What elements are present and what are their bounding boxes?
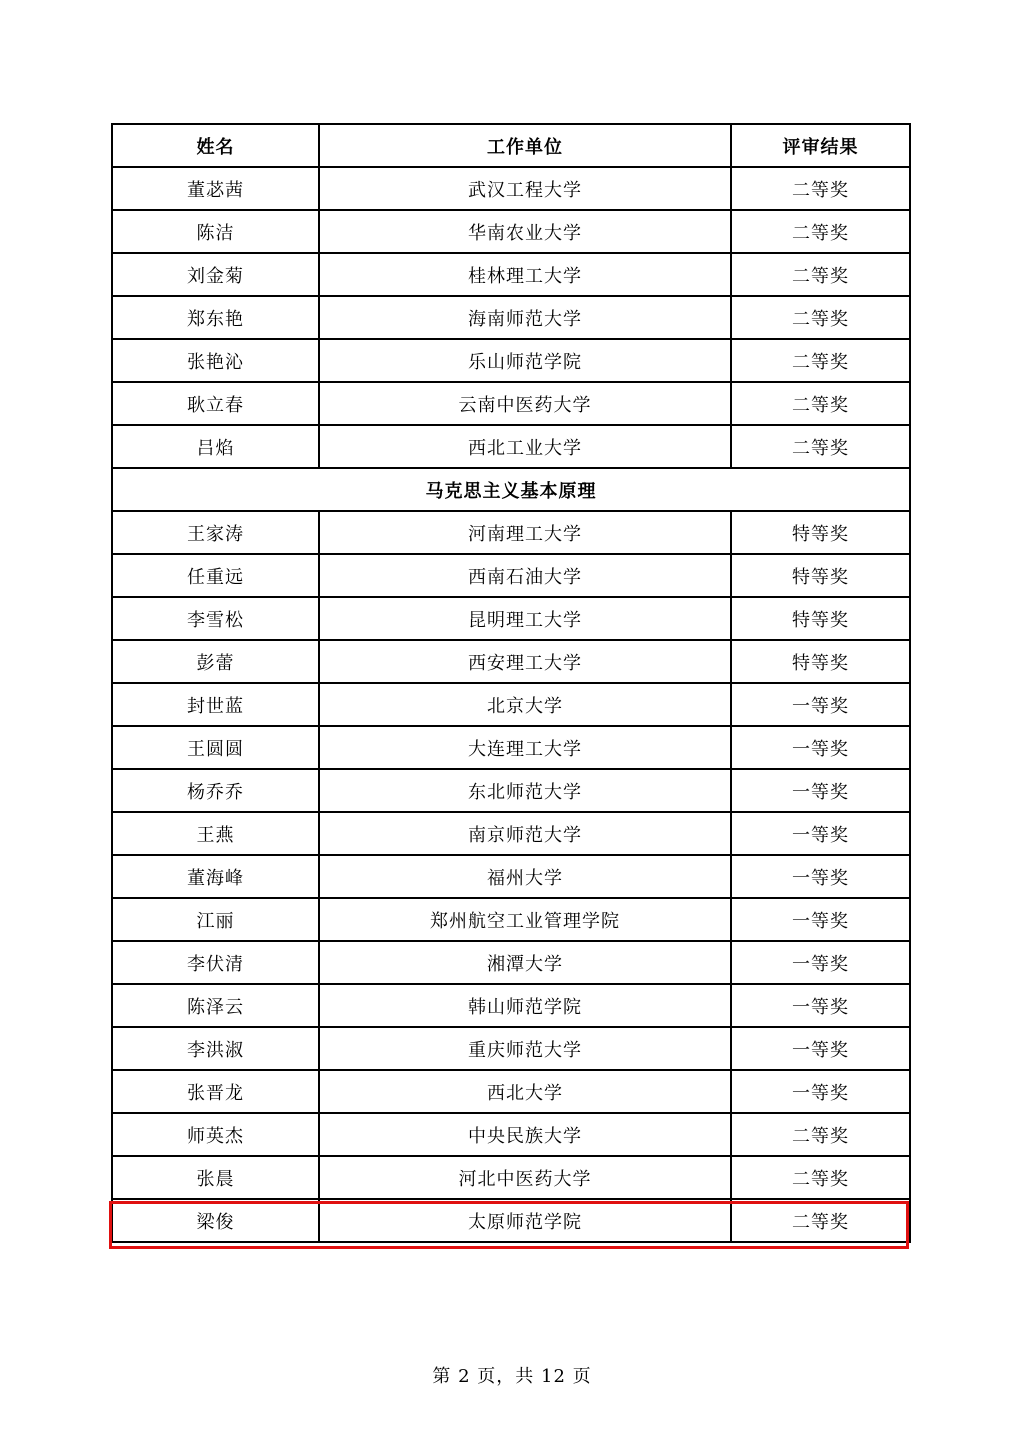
table-row bbox=[112, 554, 910, 597]
cell-name: 董海峰 bbox=[112, 855, 319, 898]
table-row bbox=[112, 339, 910, 382]
cell-name: 王家涛 bbox=[112, 511, 319, 554]
cell-result: 一等奖 bbox=[731, 683, 910, 726]
cell-unit: 中央民族大学 bbox=[319, 1113, 731, 1156]
cell-result: 一等奖 bbox=[731, 984, 910, 1027]
cell-name: 王燕 bbox=[112, 812, 319, 855]
cell-result: 一等奖 bbox=[731, 1027, 910, 1070]
table-row bbox=[112, 898, 910, 941]
cell-name: 李雪松 bbox=[112, 597, 319, 640]
table-row bbox=[112, 1070, 910, 1113]
table-row bbox=[112, 253, 910, 296]
cell-result: 特等奖 bbox=[731, 597, 910, 640]
cell-unit: 武汉工程大学 bbox=[319, 167, 731, 210]
cell-result: 二等奖 bbox=[731, 1156, 910, 1199]
table-row bbox=[112, 425, 910, 468]
cell-result: 特等奖 bbox=[731, 640, 910, 683]
table-row bbox=[112, 1027, 910, 1070]
page-footer: 第 2 页，共 12 页 bbox=[432, 1366, 592, 1387]
cell-unit: 西南石油大学 bbox=[319, 554, 731, 597]
cell-name: 张晋龙 bbox=[112, 1070, 319, 1113]
cell-unit: 北京大学 bbox=[319, 683, 731, 726]
table-row-highlighted bbox=[112, 1156, 910, 1199]
header-unit: 工作单位 bbox=[319, 124, 731, 167]
table-row bbox=[112, 855, 910, 898]
cell-unit: 大连理工大学 bbox=[319, 726, 731, 769]
cell-result: 一等奖 bbox=[731, 898, 910, 941]
cell-result: 一等奖 bbox=[731, 812, 910, 855]
table-row bbox=[112, 984, 910, 1027]
cell-name: 陈洁 bbox=[112, 210, 319, 253]
section-title: 马克思主义基本原理 bbox=[112, 468, 910, 511]
cell-name: 师英杰 bbox=[112, 1113, 319, 1156]
header-row bbox=[112, 124, 910, 167]
cell-name: 董苾茜 bbox=[112, 167, 319, 210]
cell-unit: 海南师范大学 bbox=[319, 296, 731, 339]
cell-unit: 华南农业大学 bbox=[319, 210, 731, 253]
cell-result: 一等奖 bbox=[731, 726, 910, 769]
cell-name: 耿立春 bbox=[112, 382, 319, 425]
table-row bbox=[112, 726, 910, 769]
header-name: 姓名 bbox=[112, 124, 319, 167]
cell-name: 李洪淑 bbox=[112, 1027, 319, 1070]
cell-result: 二等奖 bbox=[731, 425, 910, 468]
cell-name: 江丽 bbox=[112, 898, 319, 941]
table-row bbox=[112, 941, 910, 984]
cell-name: 李伏清 bbox=[112, 941, 319, 984]
section-row bbox=[112, 468, 910, 511]
cell-name: 封世蓝 bbox=[112, 683, 319, 726]
cell-unit: 太原师范学院 bbox=[319, 1199, 731, 1242]
cell-unit: 重庆师范大学 bbox=[319, 1027, 731, 1070]
cell-unit: 西北大学 bbox=[319, 1070, 731, 1113]
cell-name: 梁俊 bbox=[112, 1199, 319, 1242]
cell-unit: 郑州航空工业管理学院 bbox=[319, 898, 731, 941]
table-row bbox=[112, 1113, 910, 1156]
cell-result: 二等奖 bbox=[731, 253, 910, 296]
cell-result: 二等奖 bbox=[731, 339, 910, 382]
cell-name: 吕焰 bbox=[112, 425, 319, 468]
table-row bbox=[112, 769, 910, 812]
cell-unit: 湘潭大学 bbox=[319, 941, 731, 984]
cell-unit: 桂林理工大学 bbox=[319, 253, 731, 296]
cell-result: 二等奖 bbox=[731, 1113, 910, 1156]
cell-name: 任重远 bbox=[112, 554, 319, 597]
cell-name: 王圆圆 bbox=[112, 726, 319, 769]
cell-result: 二等奖 bbox=[731, 296, 910, 339]
table-row bbox=[112, 812, 910, 855]
cell-name: 杨乔乔 bbox=[112, 769, 319, 812]
table-row bbox=[112, 167, 910, 210]
cell-result: 二等奖 bbox=[731, 167, 910, 210]
cell-name: 陈泽云 bbox=[112, 984, 319, 1027]
cell-unit: 西安理工大学 bbox=[319, 640, 731, 683]
cell-result: 特等奖 bbox=[731, 511, 910, 554]
cell-unit: 河南理工大学 bbox=[319, 511, 731, 554]
cell-unit: 福州大学 bbox=[319, 855, 731, 898]
cell-result: 二等奖 bbox=[731, 382, 910, 425]
cell-unit: 南京师范大学 bbox=[319, 812, 731, 855]
header-result: 评审结果 bbox=[731, 124, 910, 167]
cell-result: 一等奖 bbox=[731, 855, 910, 898]
cell-unit: 东北师范大学 bbox=[319, 769, 731, 812]
table-row bbox=[112, 640, 910, 683]
table-row bbox=[112, 511, 910, 554]
cell-result: 一等奖 bbox=[731, 769, 910, 812]
cell-unit: 昆明理工大学 bbox=[319, 597, 731, 640]
cell-unit: 河北中医药大学 bbox=[319, 1156, 731, 1199]
cell-unit: 云南中医药大学 bbox=[319, 382, 731, 425]
cell-result: 二等奖 bbox=[731, 210, 910, 253]
results-table bbox=[111, 123, 911, 1243]
cell-name: 彭蕾 bbox=[112, 640, 319, 683]
table-row bbox=[112, 296, 910, 339]
table-row bbox=[112, 1199, 910, 1242]
cell-name: 张艳沁 bbox=[112, 339, 319, 382]
cell-result: 二等奖 bbox=[731, 1199, 910, 1242]
cell-unit: 乐山师范学院 bbox=[319, 339, 731, 382]
table-row bbox=[112, 210, 910, 253]
cell-result: 一等奖 bbox=[731, 941, 910, 984]
table-row bbox=[112, 683, 910, 726]
cell-result: 特等奖 bbox=[731, 554, 910, 597]
cell-unit: 韩山师范学院 bbox=[319, 984, 731, 1027]
table-row bbox=[112, 597, 910, 640]
cell-unit: 西北工业大学 bbox=[319, 425, 731, 468]
cell-result: 一等奖 bbox=[731, 1070, 910, 1113]
cell-name: 郑东艳 bbox=[112, 296, 319, 339]
cell-name: 刘金菊 bbox=[112, 253, 319, 296]
table-row bbox=[112, 382, 910, 425]
cell-name: 张晨 bbox=[112, 1156, 319, 1199]
